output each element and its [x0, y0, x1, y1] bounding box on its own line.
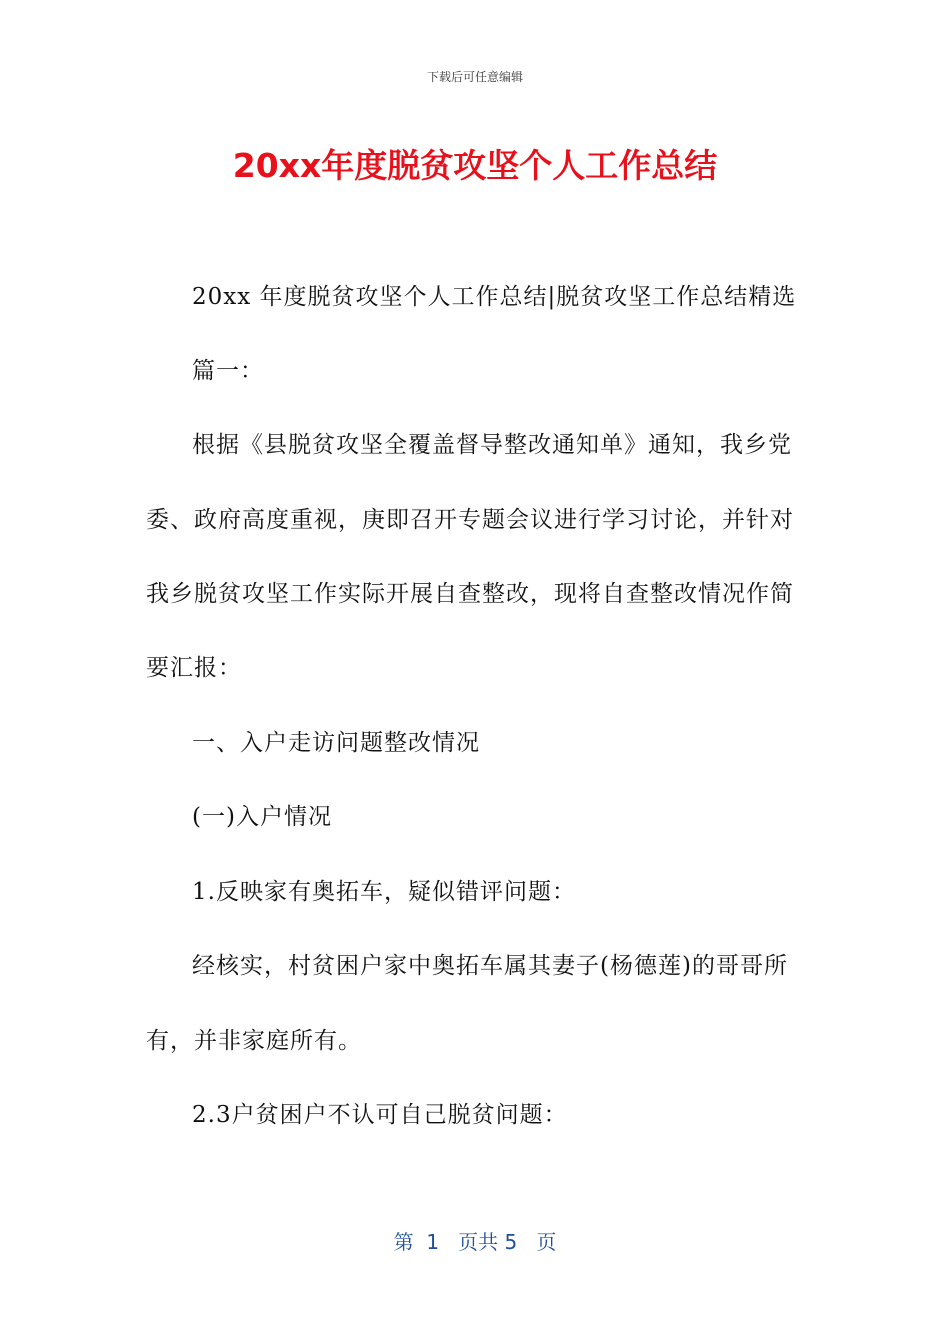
paragraph-line-1: 20xx 年度脱贫攻坚个人工作总结|脱贫攻坚工作总结精选 — [192, 284, 797, 310]
paragraph-line-7: 经核实，村贫困户家中奥拓车属其妻子(杨德莲)的哥哥所 — [192, 953, 788, 979]
page-footer: 第 1 页共 5 页 — [393, 1230, 557, 1254]
paragraph-line-3: 根据《县脱贫攻坚全覆盖督导整改通知单》通知，我乡党 — [192, 432, 792, 458]
item-heading-2: 2.3户贫困户不认可自己脱贫问题： — [192, 1102, 568, 1128]
header-note: 下载后可任意编辑 — [426, 70, 523, 84]
item-heading-1: 1.反映家有奥拓车，疑似错评问题： — [192, 879, 576, 905]
paragraph-line-4: 委、政府高度重视，庚即召开专题会议进行学习讨论，并针对 — [146, 507, 794, 533]
paragraph-line-6: 要汇报： — [146, 655, 242, 681]
document-title: 20xx年度脱贫攻坚个人工作总结 — [232, 146, 718, 185]
subsection-heading-1: (一)入户情况 — [192, 804, 332, 830]
paragraph-line-5: 我乡脱贫攻坚工作实际开展自查整改，现将自查整改情况作简 — [146, 581, 794, 607]
paragraph-line-8: 有，并非家庭所有。 — [146, 1028, 362, 1054]
paragraph-line-2: 篇一： — [192, 358, 264, 384]
section-heading-1: 一、入户走访问题整改情况 — [192, 730, 480, 756]
